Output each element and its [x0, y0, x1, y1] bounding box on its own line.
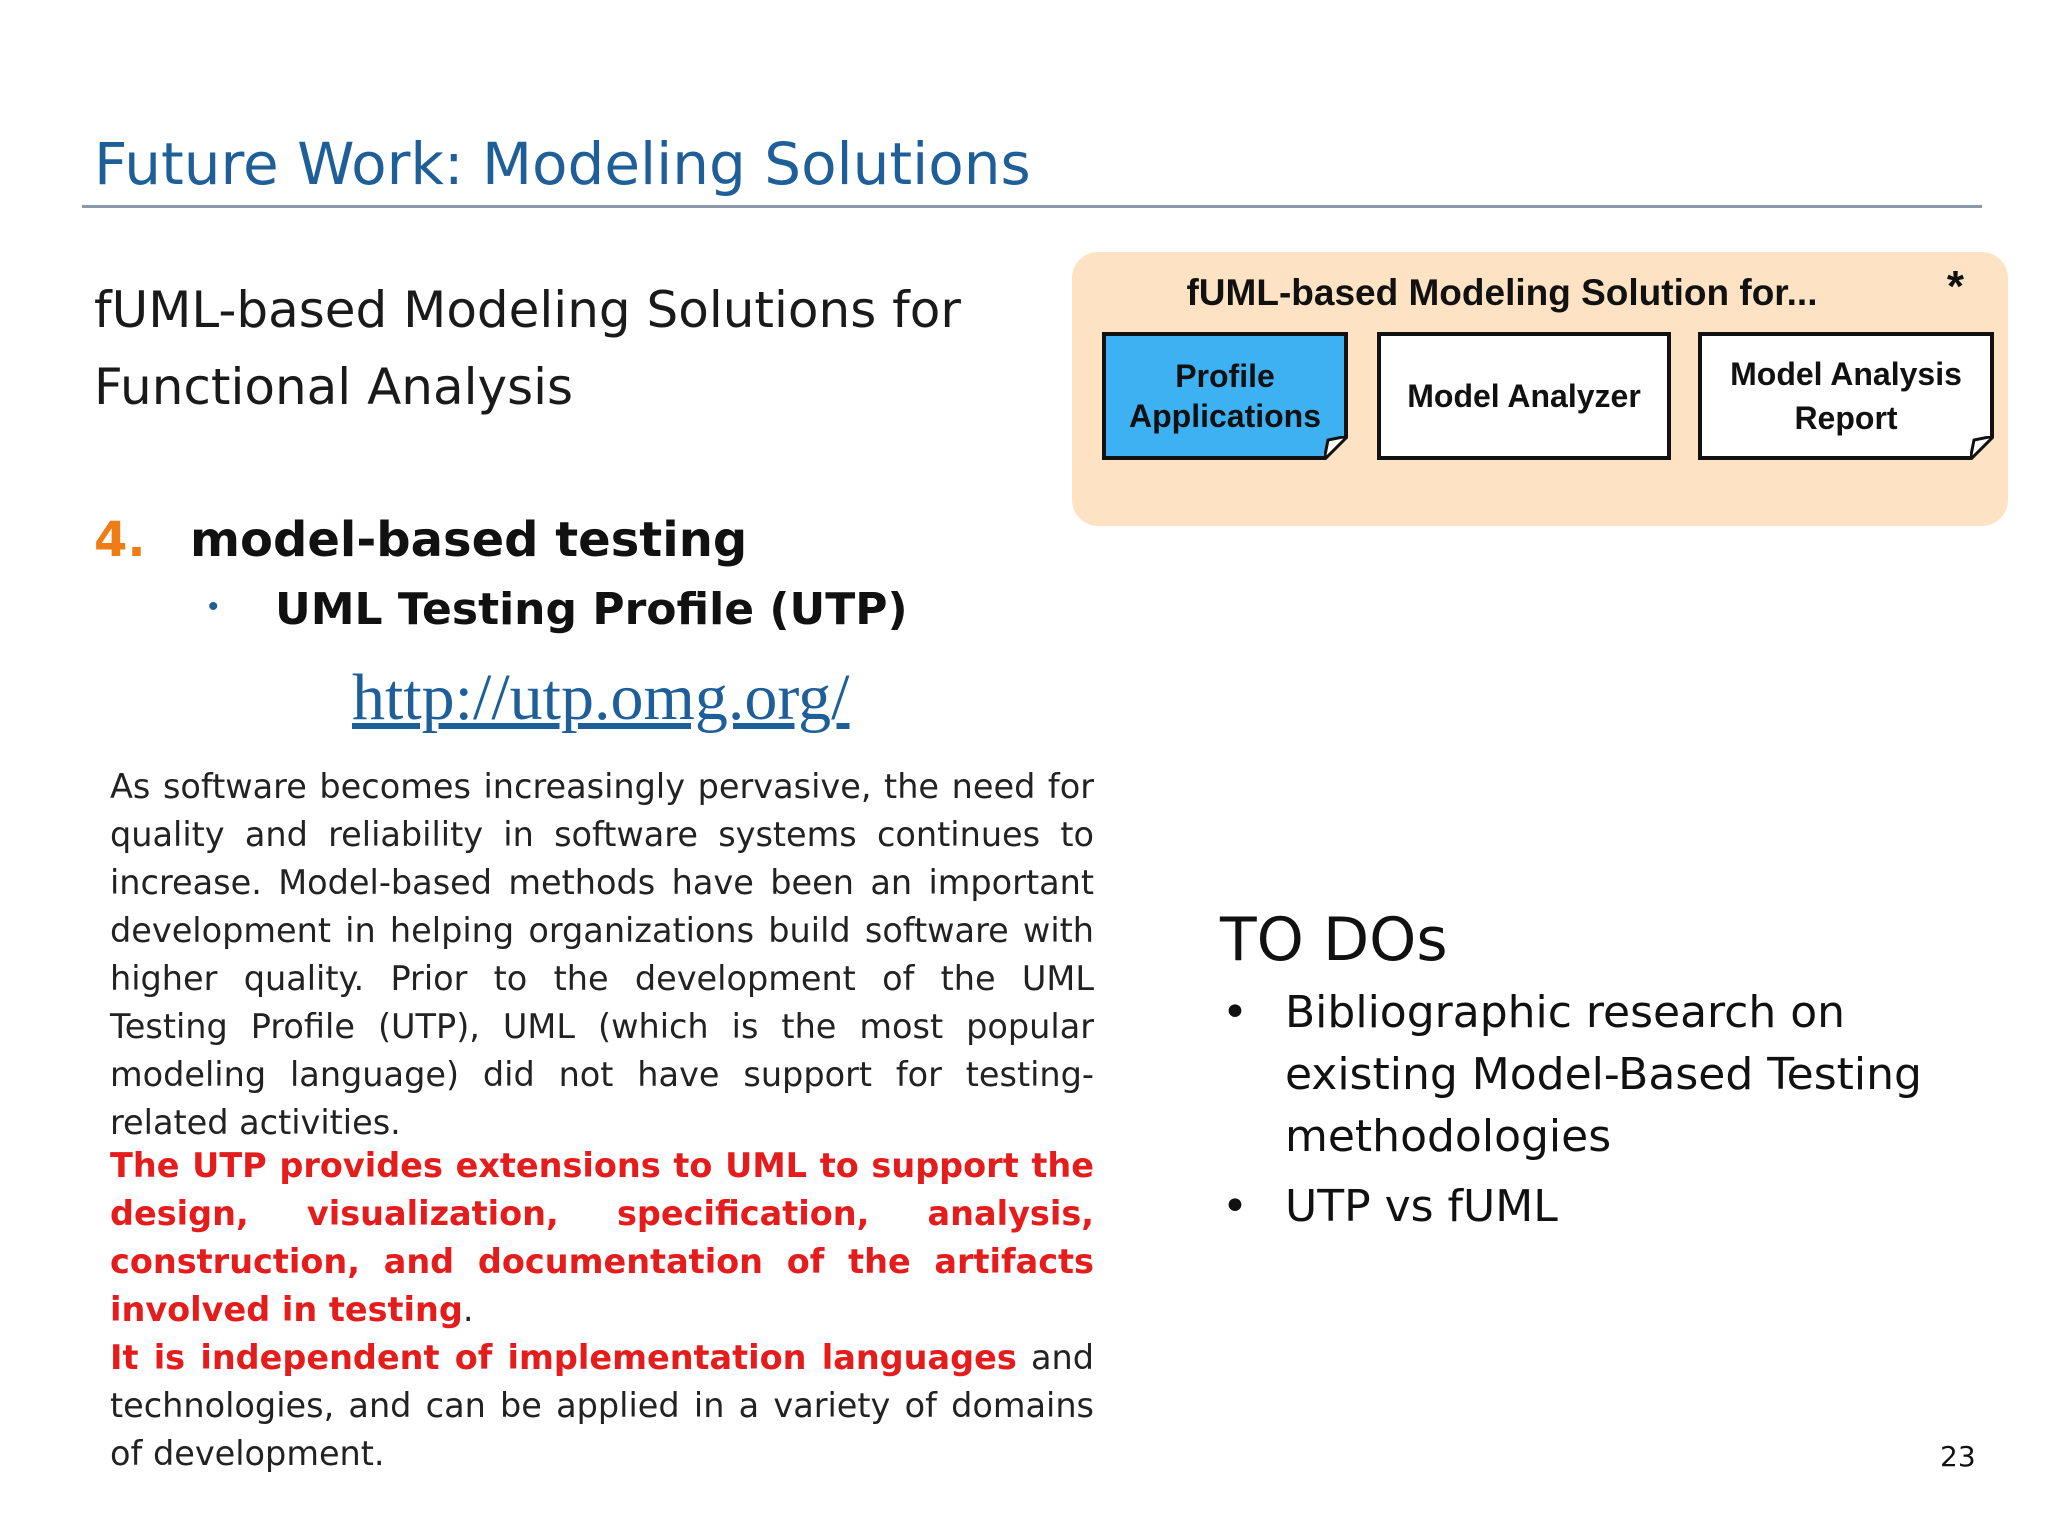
- box-label: Model Analysis Report: [1730, 356, 1962, 436]
- list-item: [1220, 1176, 1980, 1238]
- paragraph-rest: and technologies, and can be applied in a variety of domains of development.: [110, 1338, 1094, 1473]
- list-item-number: 4.: [94, 512, 146, 568]
- slide-title: Future Work: Modeling Solutions: [94, 130, 1031, 198]
- list-item: [1220, 982, 1980, 1168]
- bullet-icon: •: [208, 590, 219, 623]
- todo-heading: TO DOs: [1220, 905, 1448, 975]
- slide-subtitle: fUML-based Modeling Solutions for Functional Analysis: [94, 281, 961, 416]
- profile-applications-box: [1102, 332, 1348, 460]
- box-label: Model Analyzer: [1407, 378, 1641, 414]
- bullet-icon: •: [1222, 1181, 1248, 1232]
- page-number: 23: [1940, 1440, 1976, 1473]
- diagram-title: fUML-based Modeling Solution for...: [1186, 272, 1818, 313]
- modeling-solution-diagram: [1072, 252, 2008, 526]
- paragraph-end: .: [462, 1290, 474, 1329]
- emphasis-text: It is independent of implementation languages: [110, 1338, 1017, 1377]
- todo-item-text: Bibliographic research on existing Model-Based Testing methodologies: [1285, 987, 1922, 1162]
- bullet-icon: •: [1222, 987, 1248, 1038]
- body-paragraph-intro: As software becomes increasingly pervasive, the need for quality and reliability in software systems continues to increase. Model-based methods have been an important development in helping organizations build software with higher quality. Prior to the development of the UML Testing Profile (UTP), UML (which is the most popular modeling language) did not have support for testing-related activities.: [110, 767, 1094, 1142]
- todo-list: [1220, 982, 1980, 1238]
- page-fold-icon: [1324, 436, 1348, 460]
- model-analysis-report-box: [1698, 332, 1994, 460]
- model-analyzer-box: [1377, 332, 1671, 460]
- page-fold-icon: [1970, 436, 1994, 460]
- todo-item-text: UTP vs fUML: [1285, 1181, 1558, 1232]
- body-paragraph-independence: [110, 1334, 1094, 1478]
- utp-link[interactable]: http://utp.omg.org/: [352, 661, 850, 734]
- sub-item-utp: UML Testing Profile (UTP): [275, 584, 908, 635]
- title-divider: [82, 205, 1982, 208]
- box-label: Profile Applications: [1128, 358, 1321, 434]
- body-paragraph-utp-extensions: [110, 1142, 1094, 1334]
- asterisk-icon: *: [1946, 262, 1964, 311]
- emphasis-text: The UTP provides extensions to UML to support the design, visualization, specification, analysis, construction, and documentation of the artifacts involved in testing: [110, 1146, 1094, 1329]
- list-item-title: model-based testing: [190, 512, 748, 568]
